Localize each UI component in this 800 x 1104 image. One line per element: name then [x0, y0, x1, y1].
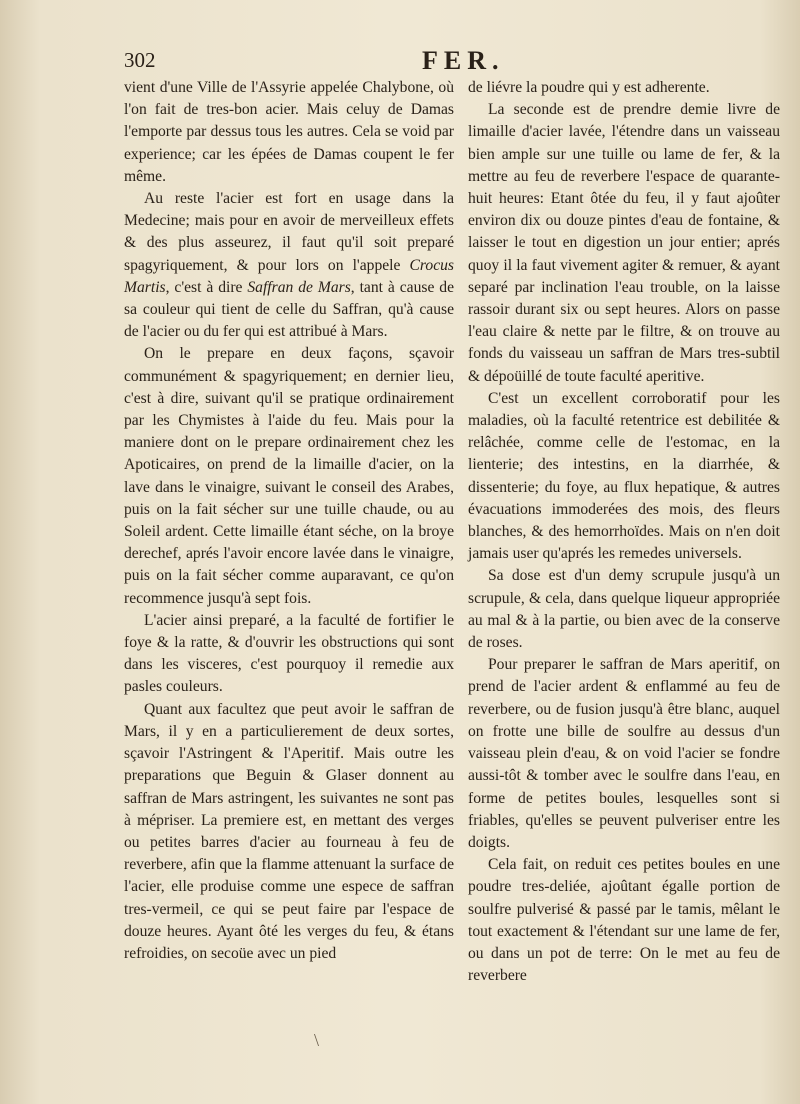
right-column: [468, 77, 780, 987]
right-paragraph-5: Pour preparer le saffran de Mars aperitif, on prend de l'acier ardent & enflammé au feu de reverbere, ou de fusion jusqu'à être blanc, auquel on frotte une bille de soulfre au dessus d'un vaisseau plein d'eau, & on void l'acier se fondre aussi-tôt & tomber avec le soulfre dans l'eau, en forme de petites boules, lesquelles sont si friables, qu'elles se peuvent pulveriser entre les doigts.: [468, 656, 780, 851]
page-header: [0, 46, 800, 76]
stray-ink-mark: \: [314, 1030, 320, 1050]
left-paragraph-4: L'acier ainsi preparé, a la faculté de fortifier le foye & la ratte, & d'ouvrir les obstructions qui sont dans les visceres, c'est pourquoy il remedie aux pasles couleurs.: [124, 611, 454, 696]
running-head: FER.: [422, 46, 505, 75]
right-paragraph-3: C'est un excellent corroboratif pour les maladies, où la faculté retentrice est debilitée & relâchée, comme celle de l'estomac, en la lienterie; des intestins, en la diarrhée, & dissenterie; du foye, au flux hepatique, & autres évacuations immoderées des mois, des fleurs blanches, & des hemorrhoïdes. Mais on n'en doit jamais user qu'aprés les remedes universels.: [468, 389, 780, 563]
left-paragraph-5: Quant aux facultez que peut avoir le saffran de Mars, il y en a particulierement de deux sortes, sçavoir l'Astringent & l'Aperitif. Mais outre les preparations que Beguin & Glaser donnent au saffran de Mars astringent, les suivantes ne sont pas à mépriser. La premiere est, en mettant des verges ou petites barres d'acier au fourneau à feu de reverbere, afin que la flamme attenuant la surface de l'acier, elle produise comme une espece de saffran tres-vermeil, ce qui se peut faire par l'espace de douze heures. Ayant ôté les verges du feu, & étans refroidies, on secoüe avec un pied: [124, 700, 454, 962]
left-column: [124, 77, 454, 965]
left-p2-text-b: , c'est à dire: [165, 278, 248, 296]
left-paragraph-1: vient d'une Ville de l'Assyrie appelée Chalybone, où l'on fait de tres-bon acier. Mais celuy de Damas l'emporte par dessus tous les autres. Cela se void par experience; car les épées de Damas coupent le fer même.: [124, 79, 454, 185]
left-p2-saffran-de-mars: Saffran de Mars: [247, 278, 351, 296]
left-p2-crocus-martis: Crocus Martis: [124, 256, 454, 296]
right-paragraph-6: Cela fait, on reduit ces petites boules en une poudre tres-deliée, ajoûtant égalle portion de soulfre pulverisé & passé par le tamis, mêlant le tout exactement & l'étendant sur une lame de fer, ou dans un pot de terre: On le met au feu de reverbere: [468, 856, 780, 985]
left-p2-text-c: , tant à cause de sa couleur qui tient de celle du Saffran, qu'à cause de l'acier ou du fer qui est attribué à Mars.: [124, 278, 454, 341]
left-p2-text-a: Au reste l'acier est fort en usage dans la Medecine; mais pour en avoir de merveilleux effets & des plus asseurez, il faut qu'il soit preparé spagyriquement, & pour lors on l'appele: [124, 190, 454, 274]
right-paragraph-1: de liévre la poudre qui y est adherente.: [468, 79, 710, 96]
left-paragraph-2: [124, 188, 454, 343]
page-number: 302: [124, 48, 156, 72]
right-paragraph-4: Sa dose est d'un demy scrupule jusqu'à un scrupule, & cela, dans quelque liqueur appropriée au mal & à la partie, ou bien avec de la conserve de roses.: [468, 567, 780, 652]
left-paragraph-3: On le prepare en deux façons, sçavoir communément & spagyriquement; en dernier lieu, c'est à dire, suivant qu'il se pratique ordinairement par les Chymistes à l'aide du feu. Mais pour la maniere dont on le prepare ordinairement chez les Apoticaires, on prend de la limaille d'acier, on la lave dans le vinaigre, suivant le conseil des Arabes, puis on la fait sécher sur une tuille chaude, ou au Soleil ardent. Cette limaille étant séche, on la broye derechef, aprés l'avoir encore lavée dans le vinaigre, puis on la fait sécher comme auparavant, ce qu'on recommence jusqu'à sept fois.: [124, 345, 454, 607]
right-paragraph-2: La seconde est de prendre demie livre de limaille d'acier lavée, l'étendre dans un vaisseau bien ample sur une tuille ou lame de fer, & la mettre au feu de reverbere l'espace de quarante-huit heures: Etant ôtée du feu, il y faut ajoûter environ dix ou douze pintes d'eau de fontaine, & laisser le tout en digestion un jour entier; aprés quoy il la faut vivement agiter & remuer, & ayant separé par inclination l'eau trouble, on la laisse rassoir durant six ou sept heures. Alors on passe l'eau claire & nette par le filtre, & on trouve au fonds du vaisseau un saffran de Mars tres-subtil & dépoüillé de toute faculté aperitive.: [468, 101, 780, 385]
